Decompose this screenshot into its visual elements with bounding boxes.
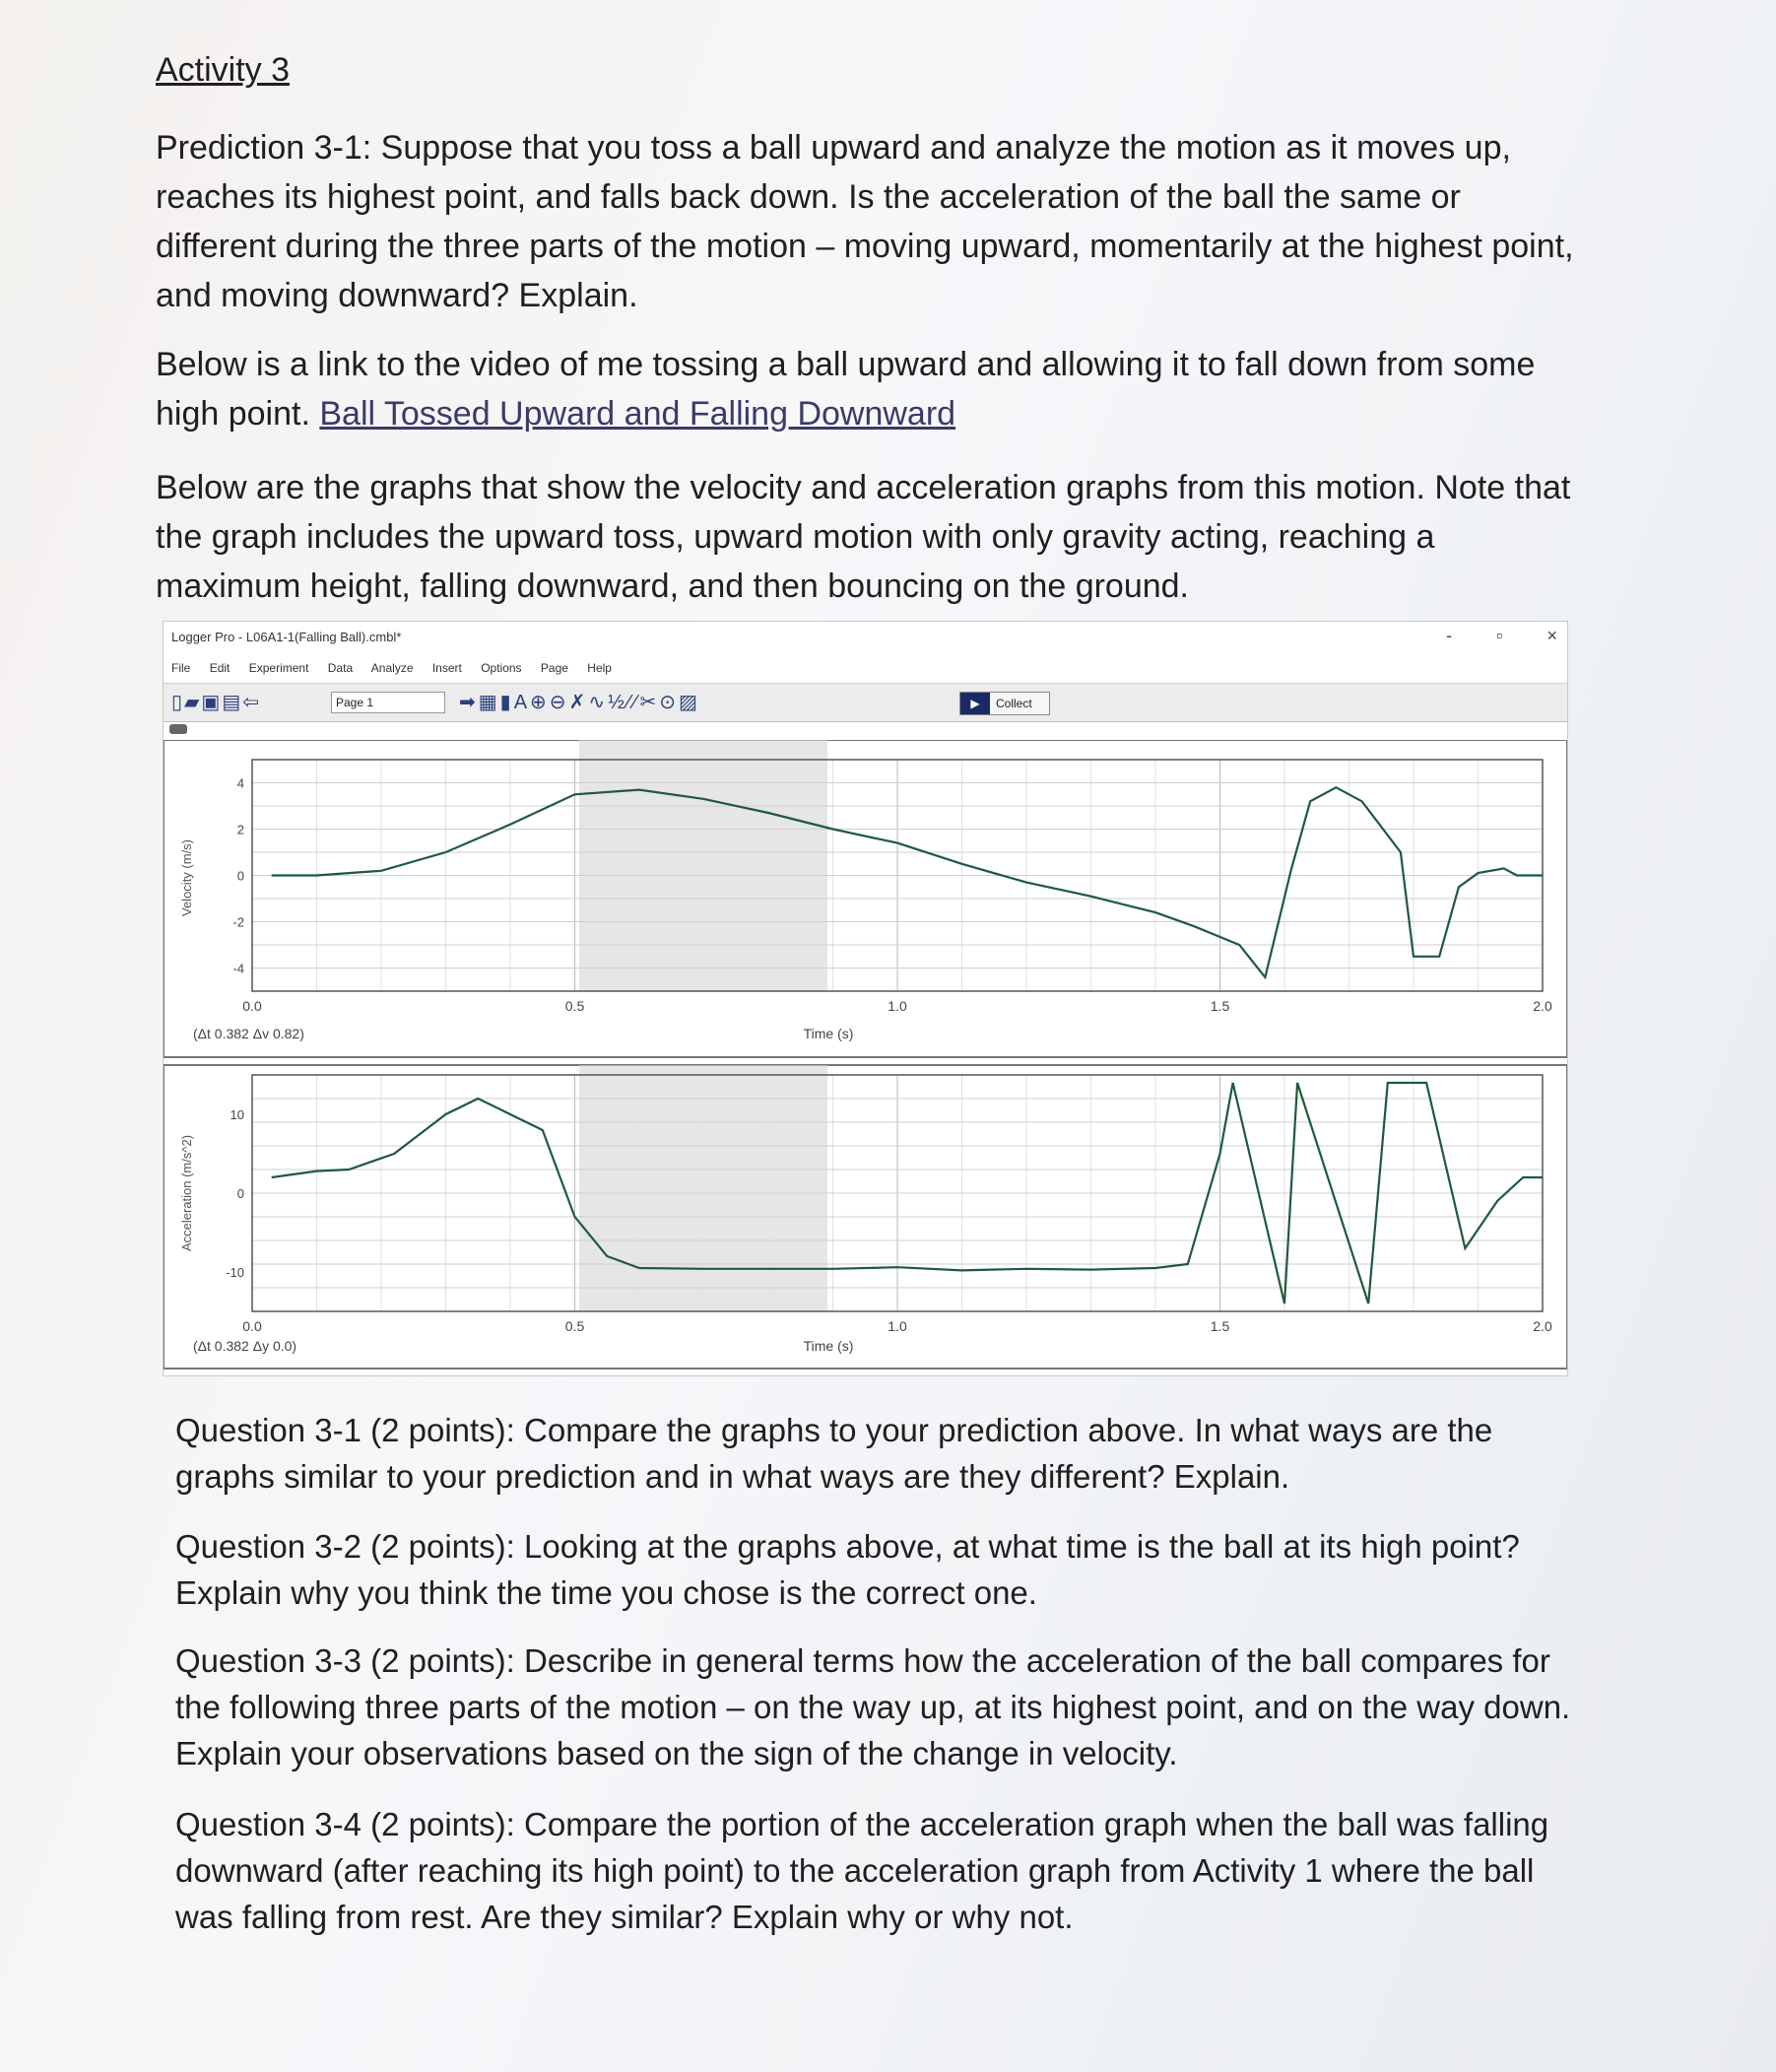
acceleration-y-tick-label: -10 bbox=[226, 1265, 244, 1280]
examine-icon[interactable]: ✗ bbox=[568, 692, 589, 713]
menu-file[interactable]: File bbox=[171, 661, 191, 675]
open-folder-icon[interactable]: ▰ bbox=[184, 692, 202, 713]
side-tab-handle[interactable] bbox=[169, 724, 187, 734]
curve-fit-icon[interactable]: ✂ bbox=[639, 692, 660, 713]
acceleration-x-tick-label: 2.0 bbox=[1533, 1318, 1552, 1334]
window-title: Logger Pro - L06A1-1(Falling Ball).cmbl* bbox=[171, 630, 402, 644]
menu-insert[interactable]: Insert bbox=[431, 661, 462, 675]
menu-edit[interactable]: Edit bbox=[209, 661, 230, 675]
velocity-x-tick-label: 0.0 bbox=[242, 998, 262, 1014]
window-controls bbox=[1407, 626, 1557, 646]
graphs-intro-paragraph: Below are the graphs that show the velocity and acceleration graphs from this motion. Note that the graph includes the upward toss, upward motion with only gravity acting, reaching a maximum height, falling downward, and then bouncing on the ground. bbox=[156, 469, 1571, 605]
velocity-x-tick-label: 1.0 bbox=[888, 998, 907, 1014]
zoom-in-icon[interactable]: ⊕ bbox=[530, 692, 550, 713]
play-icon: ▶ bbox=[960, 693, 990, 714]
question-3-4: Question 3-4 (2 points): Compare the portion of the acceleration graph when the ball was falling downward (after reaching its high point) to the acceleration graph from Activity 1 where the ball was falling from rest. Are they similar? Explain why or why not. bbox=[175, 1806, 1549, 1935]
video-link[interactable]: Ball Tossed Upward and Falling Downward bbox=[319, 395, 956, 433]
velocity-x-tick-label: 1.5 bbox=[1210, 998, 1230, 1014]
stats-icon[interactable]: ⁄ bbox=[626, 692, 634, 713]
question-3-1: Question 3-1 (2 points): Compare the graphs to your prediction above. In what ways are the graphs similar to your prediction and in what ways are they different? Explain. bbox=[175, 1412, 1493, 1495]
linear-fit-icon[interactable]: ∕ bbox=[633, 692, 640, 713]
question-3-3: Question 3-3 (2 points): Describe in general terms how the acceleration of the ball compares for the following three parts of the motion – on the way up, at its highest point, and on the way down. Explain your observations based on the sign of the change in velocity. bbox=[175, 1642, 1571, 1771]
tangent-icon[interactable]: ∿ bbox=[588, 692, 609, 713]
velocity-y-tick-label: 2 bbox=[236, 822, 244, 837]
acceleration-axis-label: Acceleration (m/s^2) bbox=[179, 1134, 194, 1252]
analysis-tools bbox=[459, 690, 700, 714]
video-paragraph bbox=[156, 340, 1574, 438]
graphs-area bbox=[164, 740, 1567, 1370]
acceleration-graph[interactable] bbox=[164, 1065, 1567, 1369]
menu-help[interactable]: Help bbox=[587, 661, 612, 675]
page-select[interactable]: Page 1 bbox=[331, 692, 445, 713]
camera-icon[interactable]: ⊙ bbox=[659, 692, 679, 713]
toolbar bbox=[164, 683, 1567, 722]
back-arrow-icon[interactable]: ⇦ bbox=[242, 692, 261, 713]
acceleration-readout: (Δt 0.382 Δy 0.0) bbox=[193, 1338, 297, 1354]
collect-label: Collect bbox=[996, 697, 1032, 710]
acceleration-y-tick-label: 10 bbox=[230, 1107, 244, 1122]
window-titlebar bbox=[164, 622, 1567, 651]
print-icon[interactable]: ▤ bbox=[222, 692, 243, 713]
velocity-graph[interactable] bbox=[164, 740, 1567, 1057]
menu-page[interactable]: Page bbox=[540, 661, 568, 675]
velocity-x-tick-label: 2.0 bbox=[1533, 998, 1552, 1014]
acceleration-grid bbox=[252, 1075, 1543, 1311]
maximize-button[interactable]: ▫ bbox=[1496, 626, 1503, 645]
velocity-y-tick-label: -4 bbox=[232, 961, 244, 976]
file-tools bbox=[171, 690, 261, 714]
acceleration-x-tick-label: 0.5 bbox=[564, 1318, 585, 1334]
activity-title: Activity 3 bbox=[156, 51, 291, 89]
velocity-readout: (Δt 0.382 Δv 0.82) bbox=[193, 1026, 304, 1041]
velocity-y-tick-label: -2 bbox=[232, 914, 244, 930]
acceleration-x-tick-label: 0.0 bbox=[242, 1318, 262, 1334]
menu-experiment[interactable]: Experiment bbox=[248, 661, 309, 675]
menu-data[interactable]: Data bbox=[327, 661, 354, 675]
acceleration-x-tick-label: 1.0 bbox=[888, 1318, 907, 1334]
minimize-button[interactable]: - bbox=[1446, 626, 1453, 645]
autoscale-icon[interactable]: A bbox=[513, 692, 531, 713]
velocity-axis-label: Velocity (m/s) bbox=[179, 838, 194, 917]
prediction-paragraph: Prediction 3-1: Suppose that you toss a ball upward and analyze the motion as it moves up, reaches its highest point, and falls back down. Is the acceleration of the ball the same or different during the three parts of the motion – moving upward, momentarily at the highest point, and moving downward? Explain. bbox=[156, 129, 1574, 314]
velocity-x-label: Time (s) bbox=[803, 1026, 854, 1041]
collect-button[interactable] bbox=[959, 692, 1050, 715]
forward-arrow-icon[interactable]: ➡ bbox=[459, 692, 479, 713]
menu-bar bbox=[171, 661, 627, 675]
acceleration-x-label: Time (s) bbox=[803, 1338, 854, 1354]
meter-icon[interactable]: ▮ bbox=[499, 692, 514, 713]
table-icon[interactable]: ▦ bbox=[478, 692, 500, 713]
zoom-out-icon[interactable]: ⊖ bbox=[549, 692, 569, 713]
velocity-x-tick-label: 0.5 bbox=[564, 998, 585, 1014]
menu-analyze[interactable]: Analyze bbox=[370, 661, 414, 675]
acceleration-y-tick-label: 0 bbox=[236, 1186, 244, 1201]
graph-icon[interactable]: ▨ bbox=[679, 692, 700, 713]
integral-icon[interactable]: ½ bbox=[608, 692, 627, 713]
velocity-y-tick-label: 0 bbox=[236, 868, 244, 884]
video-intro-text: Below is a link to the video of me tossing a ball upward and allowing it to fall down from some high point. bbox=[156, 346, 1536, 433]
close-button[interactable]: × bbox=[1546, 626, 1557, 645]
new-file-icon[interactable]: ▯ bbox=[171, 692, 185, 713]
menu-options[interactable]: Options bbox=[481, 661, 522, 675]
question-3-2: Question 3-2 (2 points): Looking at the graphs above, at what time is the ball at its high point? Explain why you think the time you chose is the correct one. bbox=[175, 1528, 1520, 1611]
save-icon[interactable]: ▣ bbox=[201, 692, 223, 713]
acceleration-x-tick-label: 1.5 bbox=[1210, 1318, 1230, 1334]
velocity-y-tick-label: 4 bbox=[236, 775, 244, 791]
logger-pro-window bbox=[163, 621, 1568, 1376]
